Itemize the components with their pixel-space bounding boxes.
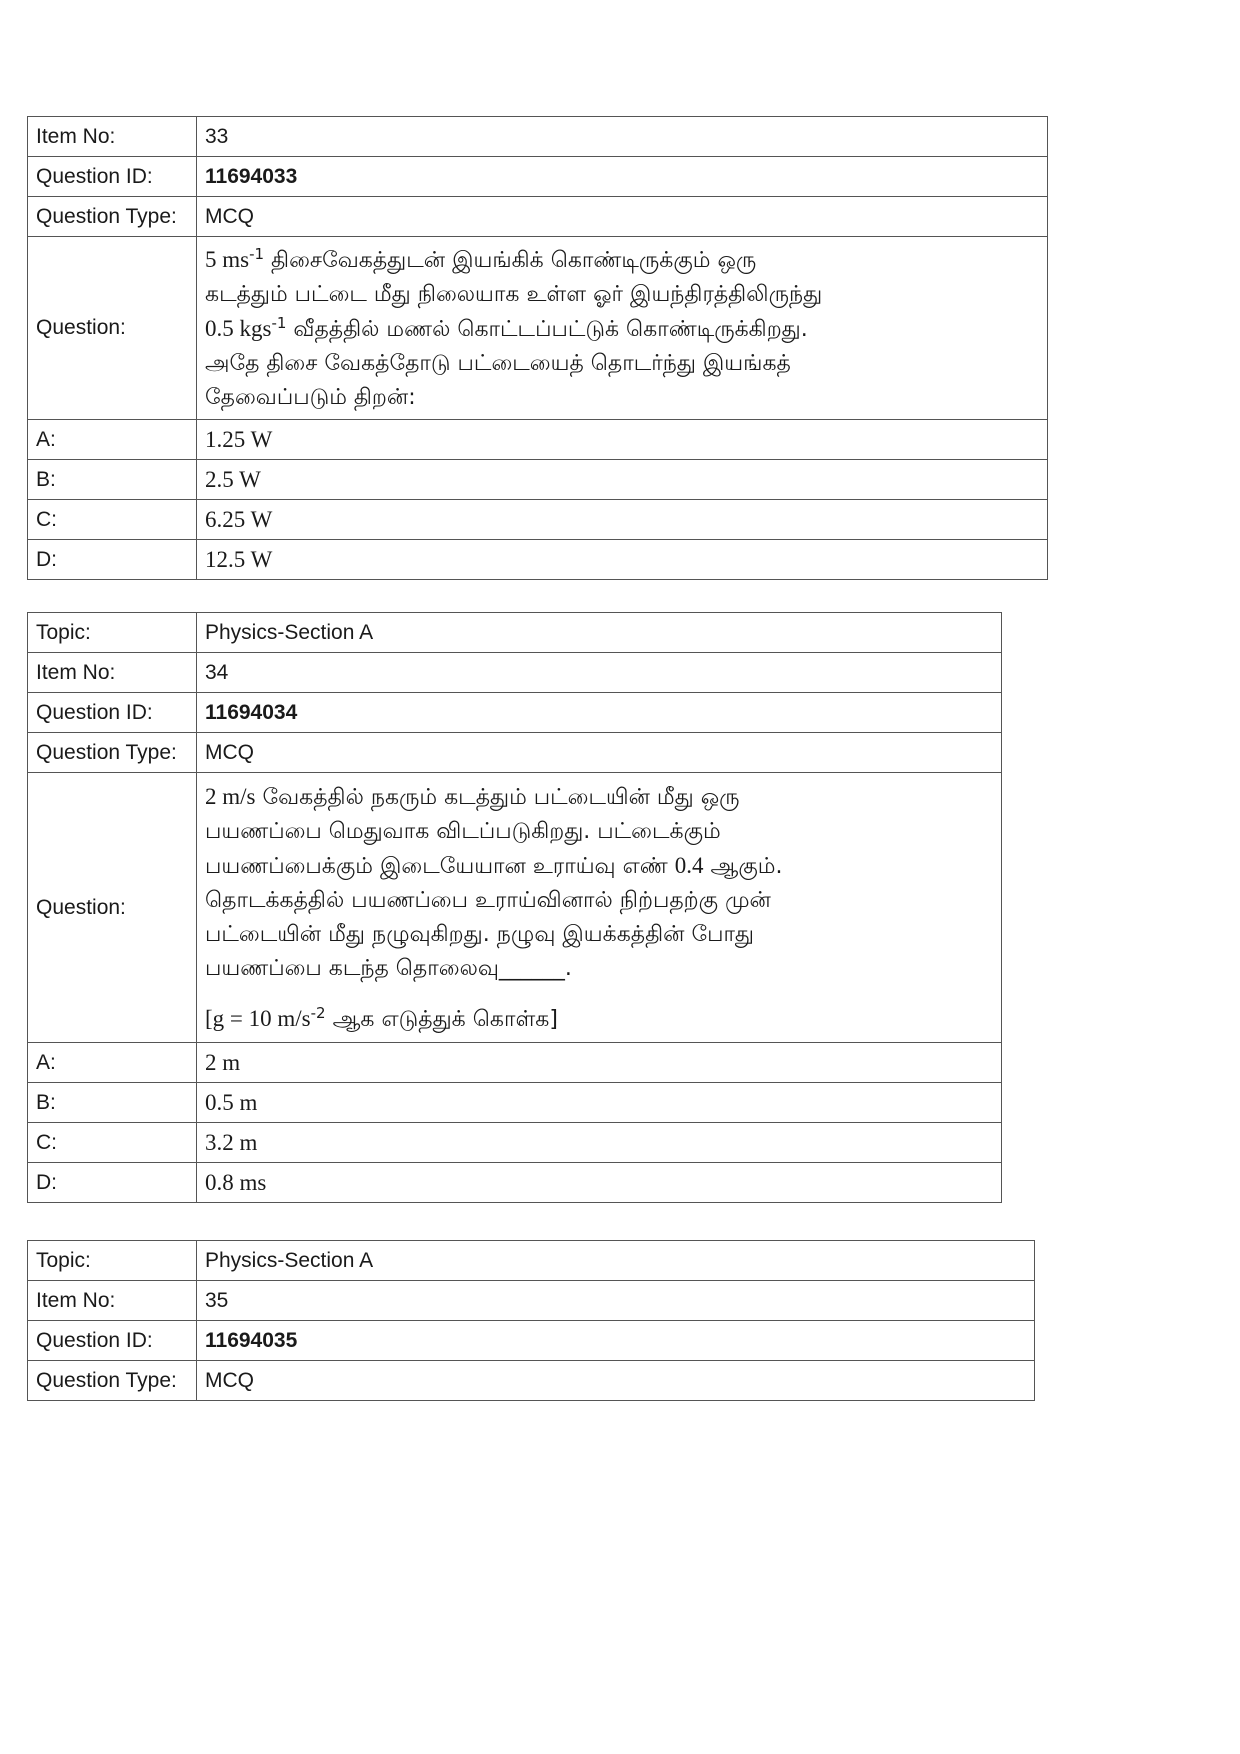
option-label: A: [28,1043,197,1083]
option-label: D: [28,540,197,580]
question-id-value: 11694033 [197,157,1048,197]
topic-value: Physics-Section A [197,613,1002,653]
question-line-2: கடத்தும் பட்டை மீது நிலையாக உள்ள ஓர் இயந்திரத்திலிருந்து [205,282,823,307]
option-value: 2.5 W [197,460,1048,500]
item-no-value: 34 [197,653,1002,693]
belt-speed-value: 2 m/s [205,784,256,809]
question-line-3: பயணப்பைக்கும் இடையேயான உராய்வு எண் [205,854,675,879]
question-line-1: வேகத்தில் நகரும் கடத்தும் பட்டையின் மீது ஒரு [255,785,740,810]
option-label: C: [28,1123,197,1163]
item-no-row [28,117,1048,157]
option-value: 0.8 ms [197,1163,1002,1203]
question-table-34 [27,612,1002,1203]
option-row-b [28,460,1048,500]
option-row-d [28,1163,1002,1203]
question-id-value: 11694035 [197,1321,1035,1361]
question-line-6: பயணப்பை கடந்த தொலைவு______. [205,956,572,981]
question-text [197,773,1002,1043]
question-line-3: வீதத்தில் மணல் கொட்டப்பட்டுக் கொண்டிருக்கிறது. [286,317,808,342]
topic-label: Topic: [28,1241,197,1281]
question-table-35 [27,1240,1035,1401]
question-line-4: அதே திசை வேகத்தோடு பட்டையைத் தொடர்ந்து இயங்கத் [205,351,791,376]
option-row-c [28,1123,1002,1163]
question-line-5: பட்டையின் மீது நழுவுகிறது. நழுவு இயக்கத்தின் போது [205,922,755,947]
question-type-label: Question Type: [28,197,197,237]
gravity-value: [g = 10 m/s [205,1006,311,1031]
option-label: B: [28,1083,197,1123]
question-id-row [28,1321,1035,1361]
topic-value: Physics-Section A [197,1241,1035,1281]
topic-label: Topic: [28,613,197,653]
question-type-value: MCQ [197,733,1002,773]
question-id-row [28,693,1002,733]
option-row-a [28,420,1048,460]
option-label: A: [28,420,197,460]
item-no-label: Item No: [28,117,197,157]
rate-value: 0.5 kgs [205,316,272,341]
question-type-label: Question Type: [28,1361,197,1401]
option-value: 0.5 m [197,1083,1002,1123]
question-type-value: MCQ [197,1361,1035,1401]
friction-coefficient: 0.4 [674,853,704,878]
question-type-row [28,733,1002,773]
question-label: Question: [28,237,197,420]
option-value: 1.25 W [197,420,1048,460]
line-gap [205,986,993,1002]
question-line-3-end: ஆகும். [703,854,783,879]
question-line-7: ஆக எடுத்துக் கொள்க] [325,1007,558,1032]
option-label: D: [28,1163,197,1203]
question-type-row [28,1361,1035,1401]
rate-exponent: -1 [271,314,287,332]
topic-row [28,613,1002,653]
speed-exponent: -1 [249,245,265,263]
question-id-label: Question ID: [28,693,197,733]
item-no-row [28,1281,1035,1321]
item-no-row [28,653,1002,693]
question-text [197,237,1048,420]
question-type-row [28,197,1048,237]
question-label: Question: [28,773,197,1043]
gravity-exponent: -2 [310,1004,326,1022]
question-id-row [28,157,1048,197]
option-value: 6.25 W [197,500,1048,540]
question-row [28,773,1002,1043]
question-id-value: 11694034 [197,693,1002,733]
question-table-33 [27,116,1048,580]
question-id-label: Question ID: [28,157,197,197]
option-row-d [28,540,1048,580]
option-value: 2 m [197,1043,1002,1083]
option-row-a [28,1043,1002,1083]
question-line-5: தேவைப்படும் திறன்: [205,385,416,410]
topic-row [28,1241,1035,1281]
option-label: C: [28,500,197,540]
question-line-2: பயணப்பை மெதுவாக விடப்படுகிறது. பட்டைக்கும் [205,819,721,844]
question-type-value: MCQ [197,197,1048,237]
question-row [28,237,1048,420]
question-line-4: தொடக்கத்தில் பயணப்பை உராய்வினால் நிற்பதற்கு முன் [205,888,771,913]
item-no-value: 35 [197,1281,1035,1321]
question-line-1: திசைவேகத்துடன் இயங்கிக் கொண்டிருக்கும் ஒரு [264,248,757,273]
option-value: 3.2 m [197,1123,1002,1163]
item-no-label: Item No: [28,1281,197,1321]
option-row-b [28,1083,1002,1123]
item-no-label: Item No: [28,653,197,693]
item-no-value: 33 [197,117,1048,157]
speed-value: 5 ms [205,247,250,272]
option-value: 12.5 W [197,540,1048,580]
question-type-label: Question Type: [28,733,197,773]
option-label: B: [28,460,197,500]
option-row-c [28,500,1048,540]
question-id-label: Question ID: [28,1321,197,1361]
